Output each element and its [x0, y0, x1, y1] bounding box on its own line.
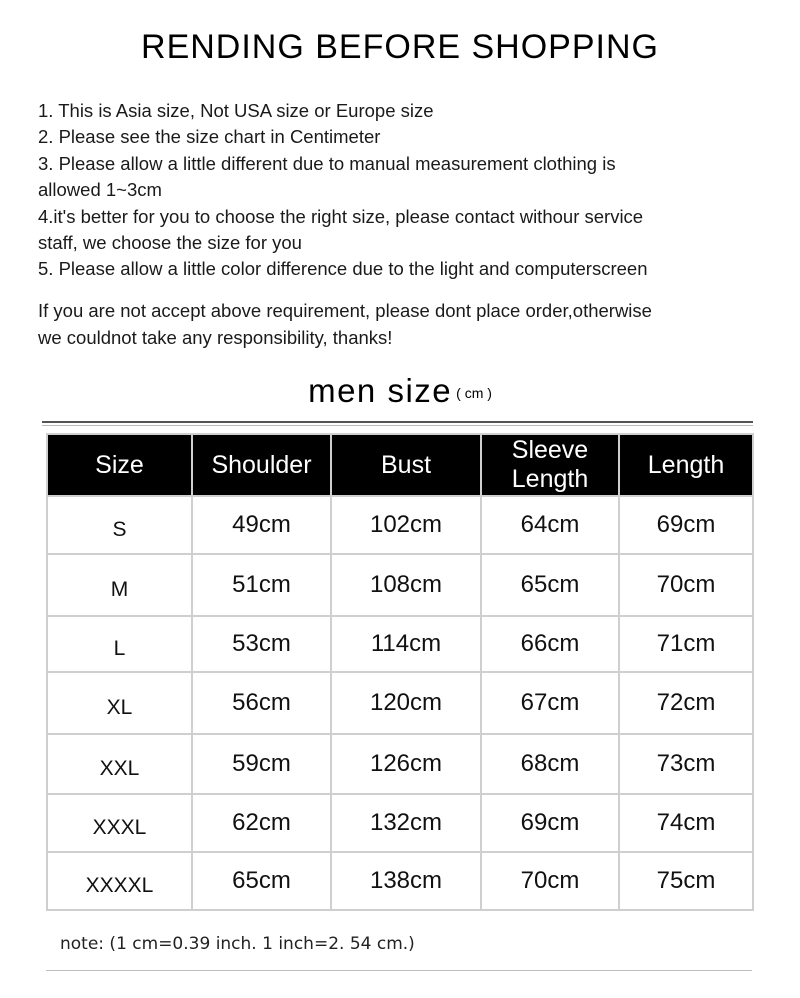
table-row: [47, 554, 753, 616]
rule-line: 3. Please allow a little different due to manual measurement clothing is: [38, 152, 616, 174]
table-row: [47, 794, 753, 852]
sleeve-cell: 68cm: [481, 734, 619, 794]
table-row: [47, 616, 753, 672]
rule-line: 5. Please allow a little color difference due to the light and computerscreen: [38, 258, 648, 280]
size-cell: XL: [47, 672, 192, 734]
length-cell: 72cm: [619, 672, 753, 734]
shoulder-cell: 51cm: [192, 554, 331, 616]
section-heading-text: men size: [308, 372, 453, 409]
length-cell: 71cm: [619, 616, 753, 672]
rules-list: [38, 98, 758, 283]
sleeve-cell: 69cm: [481, 794, 619, 852]
bust-cell: 108cm: [331, 554, 481, 616]
section-unit: ( cm ): [456, 385, 492, 401]
sleeve-cell: 70cm: [481, 852, 619, 910]
sleeve-cell: 64cm: [481, 496, 619, 554]
divider: [42, 421, 753, 423]
length-cell: 74cm: [619, 794, 753, 852]
conversion-note: note: (1 cm=0.39 inch. 1 inch=2. 54 cm.): [60, 934, 415, 954]
sleeve-cell: 66cm: [481, 616, 619, 672]
bust-cell: 120cm: [331, 672, 481, 734]
length-cell: 70cm: [619, 554, 753, 616]
sleeve-cell: 67cm: [481, 672, 619, 734]
divider: [42, 425, 753, 426]
size-cell: XXXL: [47, 794, 192, 852]
size-cell: M: [47, 554, 192, 616]
disclaimer-line: If you are not accept above requirement, please dont place order,otherwise: [38, 300, 652, 321]
table-header-row: [47, 434, 753, 496]
length-cell: 69cm: [619, 496, 753, 554]
shoulder-cell: 59cm: [192, 734, 331, 794]
divider: [46, 970, 752, 971]
bust-cell: 114cm: [331, 616, 481, 672]
table-row: [47, 672, 753, 734]
table-row: [47, 496, 753, 554]
sleeve-cell: 65cm: [481, 554, 619, 616]
shoulder-cell: 65cm: [192, 852, 331, 910]
size-cell: XXXXL: [47, 852, 192, 910]
table-row: [47, 734, 753, 794]
rule-line: staff, we choose the size for you: [38, 232, 302, 254]
disclaimer: [38, 298, 758, 351]
bust-cell: 138cm: [331, 852, 481, 910]
size-cell: L: [47, 616, 192, 672]
section-heading: [0, 372, 800, 410]
shoulder-cell: 53cm: [192, 616, 331, 672]
header-cell: Sleeve Length: [481, 434, 619, 496]
shoulder-cell: 62cm: [192, 794, 331, 852]
length-cell: 73cm: [619, 734, 753, 794]
header-cell: Shoulder: [192, 434, 331, 496]
table-row: [47, 852, 753, 910]
rule-line: 1. This is Asia size, Not USA size or Europe size: [38, 100, 434, 121]
bust-cell: 126cm: [331, 734, 481, 794]
length-cell: 75cm: [619, 852, 753, 910]
page-title: RENDING BEFORE SHOPPING: [141, 28, 659, 66]
header-cell: Length: [619, 434, 753, 496]
rule-line: allowed 1~3cm: [38, 179, 162, 201]
header-cell: Size: [47, 434, 192, 496]
size-chart-table: [46, 433, 754, 911]
rule-line: 2. Please see the size chart in Centimeter: [38, 126, 381, 148]
bust-cell: 132cm: [331, 794, 481, 852]
disclaimer-line: we couldnot take any responsibility, thanks!: [38, 326, 393, 348]
bust-cell: 102cm: [331, 496, 481, 554]
shoulder-cell: 56cm: [192, 672, 331, 734]
shoulder-cell: 49cm: [192, 496, 331, 554]
size-cell: S: [47, 496, 192, 554]
size-cell: XXL: [47, 734, 192, 794]
rule-line: 4.it's better for you to choose the right size, please contact withour service: [38, 205, 644, 227]
header-cell: Bust: [331, 434, 481, 496]
